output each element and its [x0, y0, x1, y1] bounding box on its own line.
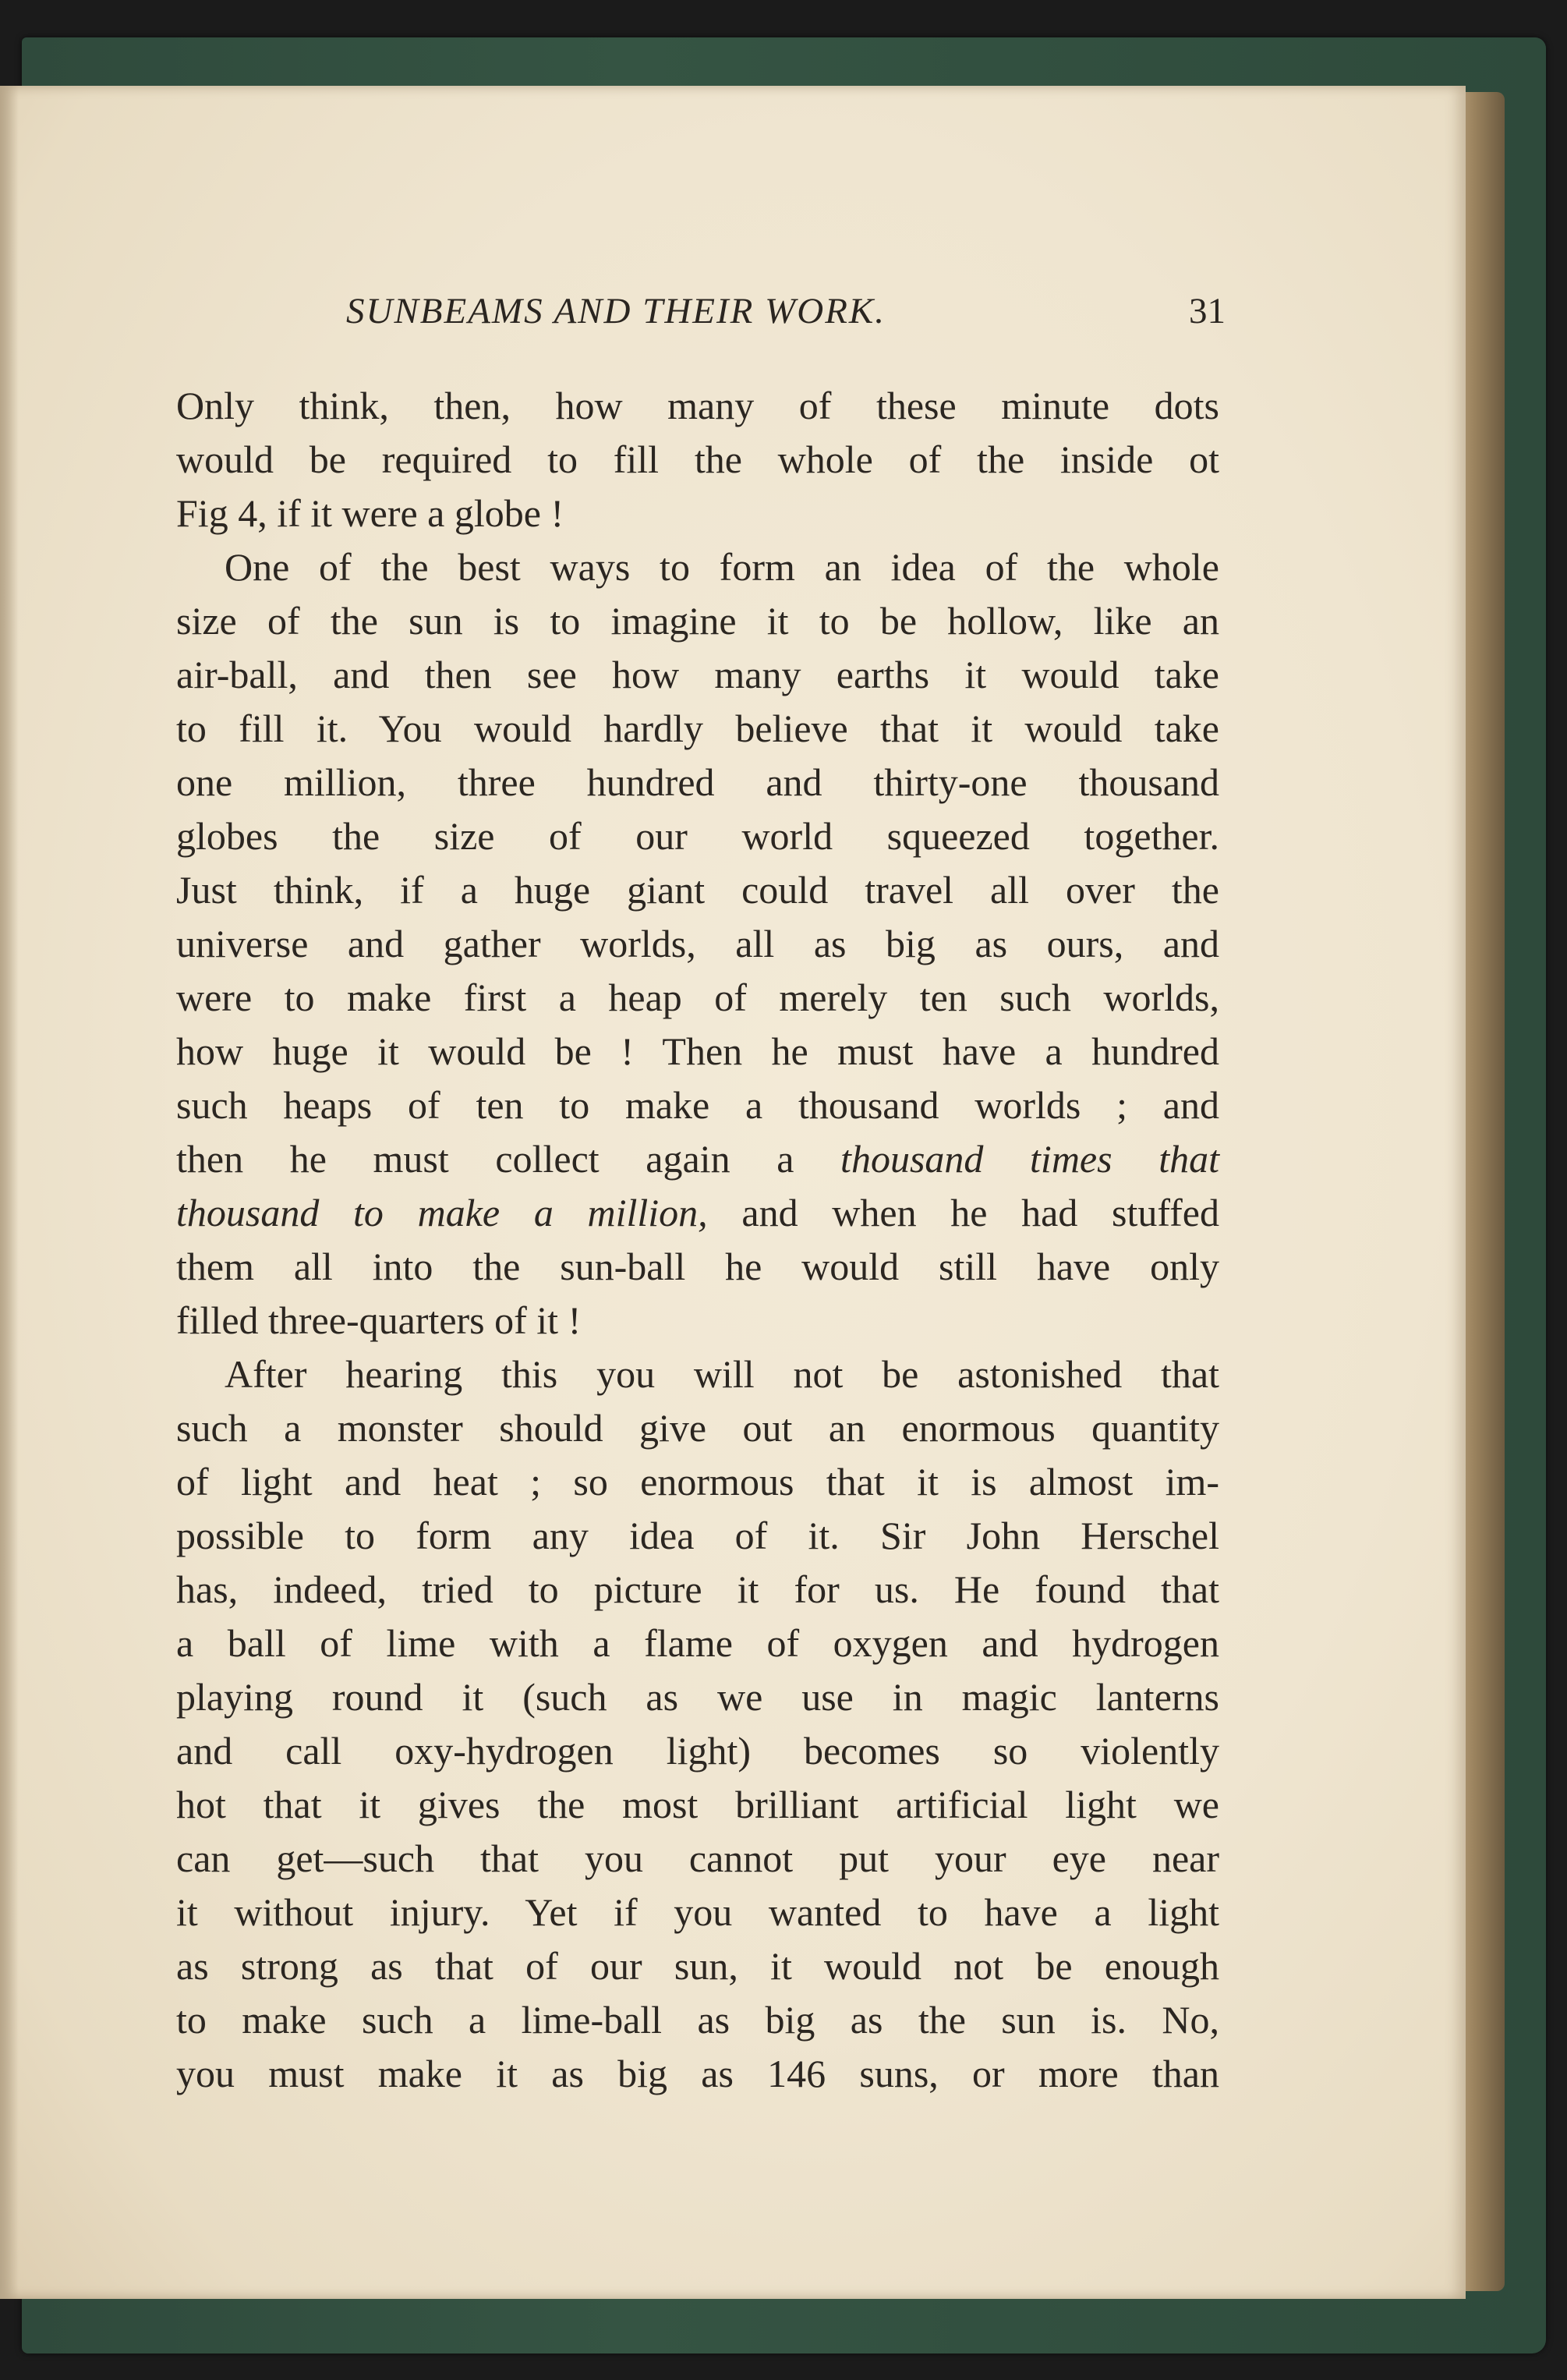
- text-segment: and when he had stuffed: [707, 1191, 1219, 1234]
- text-line: of light and heat ; so enormous that it is almost im-: [176, 1460, 1219, 1503]
- text-line-with-italic: [176, 1132, 1219, 1186]
- text-line: Just think, if a huge giant could travel all over the: [176, 868, 1219, 912]
- text-line: filled three-quarters of it !: [176, 1298, 582, 1342]
- text-line: air-ball, and then see how many earths it would take: [176, 653, 1219, 696]
- text-line: Only think, then, how many of these minute dots: [176, 384, 1219, 427]
- italic-text: thousand to make a million,: [176, 1191, 708, 1234]
- body-text: [176, 379, 1219, 2101]
- text-line: how huge it would be ! Then he must have a hundred: [176, 1029, 1219, 1073]
- text-line: such heaps of ten to make a thousand worlds ; and: [176, 1083, 1219, 1127]
- running-head: [346, 290, 1226, 345]
- paragraph-first-line: After hearing this you will not be astonished that: [225, 1352, 1219, 1396]
- text-segment: then he must collect again a: [176, 1137, 841, 1181]
- text-line: them all into the sun-ball he would still have only: [176, 1245, 1219, 1288]
- text-line: were to make first a heap of merely ten such worlds,: [176, 976, 1219, 1019]
- text-line: has, indeed, tried to picture it for us. He found that: [176, 1567, 1219, 1611]
- text-line: globes the size of our world squeezed together.: [176, 814, 1219, 858]
- text-line: possible to form any idea of it. Sir John Herschel: [176, 1514, 1219, 1557]
- text-line: universe and gather worlds, all as big as ours, and: [176, 922, 1219, 965]
- text-line: playing round it (such as we use in magic lanterns: [176, 1675, 1219, 1719]
- text-line-with-italic: [176, 1186, 1219, 1240]
- text-line: to make such a lime-ball as big as the sun is. No,: [176, 1998, 1219, 2042]
- text-line: size of the sun is to imagine it to be hollow, like an: [176, 599, 1219, 643]
- text-line: Fig 4, if it were a globe !: [176, 491, 564, 535]
- text-line: a ball of lime with a flame of oxygen and hydrogen: [176, 1621, 1219, 1665]
- text-line: hot that it gives the most brilliant artificial light we: [176, 1783, 1219, 1826]
- text-line: as strong as that of our sun, it would not be enough: [176, 1944, 1219, 1988]
- text-line: can get—such that you cannot put your eye near: [176, 1836, 1219, 1880]
- text-line: you must make it as big as 146 suns, or more than: [176, 2052, 1219, 2095]
- page-number: 31: [1189, 291, 1226, 331]
- text-line: would be required to fill the whole of the inside ot: [176, 437, 1219, 481]
- paragraph-first-line: One of the best ways to form an idea of the whole: [225, 545, 1219, 589]
- text-line: one million, three hundred and thirty-one thousand: [176, 760, 1219, 804]
- text-line: and call oxy-hydrogen light) becomes so violently: [176, 1729, 1219, 1773]
- text-line: it without injury. Yet if you wanted to have a light: [176, 1890, 1219, 1934]
- running-head-title: SUNBEAMS AND THEIR WORK.: [346, 291, 886, 331]
- italic-text: thousand times that: [840, 1137, 1219, 1181]
- text-line: such a monster should give out an enormous quantity: [176, 1406, 1219, 1450]
- page-gutter: [0, 86, 19, 2299]
- text-line: to fill it. You would hardly believe that it would take: [176, 707, 1219, 750]
